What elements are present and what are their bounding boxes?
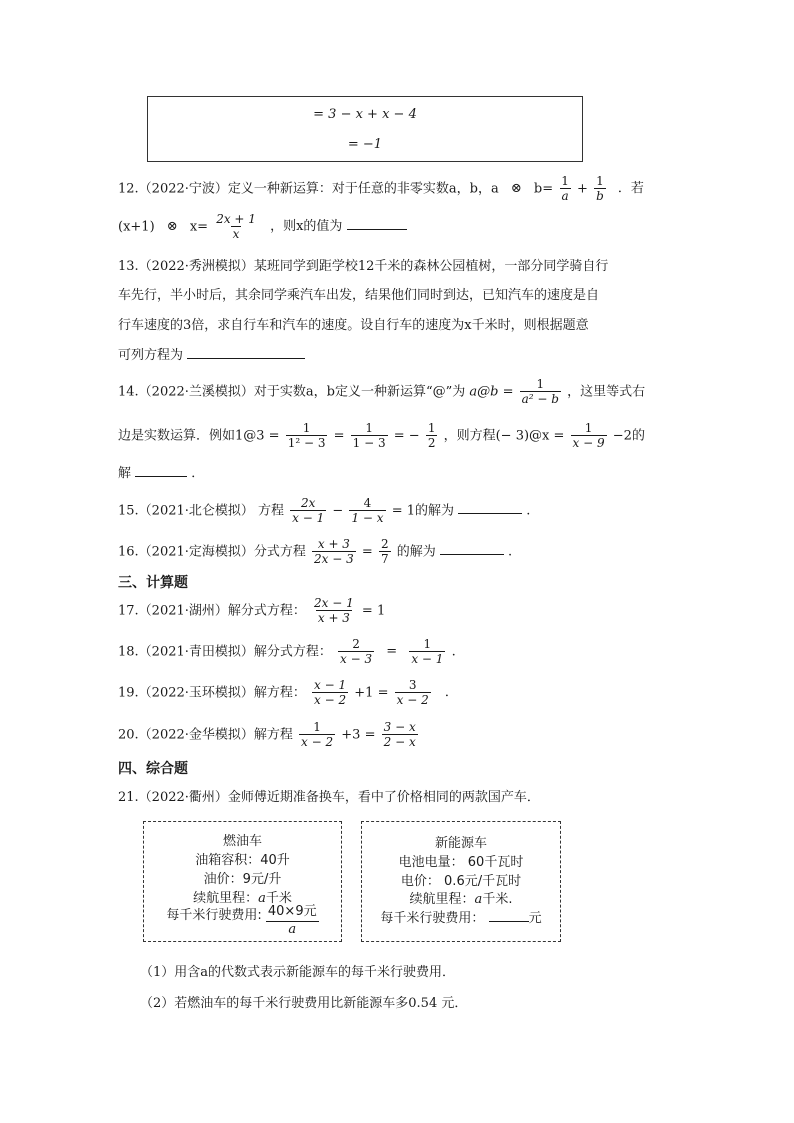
- q12-l2-a: (x+1): [118, 219, 155, 235]
- ev-car-cost: [362, 907, 560, 926]
- q14-l1b: a@b =: [469, 384, 514, 400]
- answer-line-1: = 3 − x + x − 4: [313, 107, 417, 122]
- q18-b-den: x − 1: [411, 652, 444, 667]
- ev-car-title: 新能源车: [434, 836, 487, 851]
- ev-car-range-var: a: [474, 892, 483, 907]
- q15-a-den: x − 1: [292, 511, 325, 526]
- q15-post: = 1的解为: [391, 503, 454, 519]
- section-4-heading: 四、综合题: [118, 761, 188, 777]
- q17-a-den: x + 3: [317, 611, 350, 626]
- q12-answer-blank[interactable]: [347, 229, 407, 230]
- q16-answer-blank[interactable]: [440, 554, 504, 555]
- question-13-line-1: 13.（2022·秀洲模拟）某班同学到距学校12千米的森林公园植树，一部分同学骑自行: [118, 259, 609, 274]
- question-21-part-2: （2）若燃油车的每千米行驶费用比新能源车多0.54 元．: [140, 996, 468, 1011]
- q14-e2-num: 1: [365, 421, 373, 435]
- q18-a-den: x − 3: [340, 652, 373, 667]
- fuel-car-tank: 油箱容积：40升: [195, 853, 290, 868]
- q13-l4: 可列方程为: [118, 348, 184, 363]
- q15-b-den: 1 − x: [351, 511, 384, 526]
- ev-car-cost-unit: 元: [528, 911, 542, 926]
- q18-end: .: [451, 644, 456, 660]
- q16-a-num: x + 3: [317, 537, 350, 551]
- fuel-car-cost: [144, 904, 341, 939]
- question-12-line-2: [118, 212, 407, 242]
- q13-answer-blank[interactable]: [187, 358, 305, 359]
- q14-l2a: 边是实数运算．例如1@3 =: [118, 428, 280, 444]
- q16-a-den: 2x − 3: [314, 552, 354, 567]
- q12-tail: ．若: [617, 181, 644, 197]
- q12-mid: b=: [533, 181, 554, 197]
- q18-a-num: 2: [352, 637, 360, 651]
- q14-l2c: −2的: [612, 428, 645, 444]
- q19-a-den: x − 2: [314, 693, 347, 708]
- q14-e3-num: 1: [427, 421, 436, 435]
- q19-pre: 19.（2022·玉环模拟）解方程：: [118, 685, 306, 701]
- fuel-car-range-label: 续航里程：: [193, 891, 259, 906]
- section-3-heading: 三、计算题: [118, 575, 188, 591]
- question-18: [118, 637, 456, 667]
- ev-car-battery: 电池电量： 60千瓦时: [398, 855, 524, 870]
- q12-f3-num: 2x + 1: [216, 212, 256, 226]
- q19-mid: +1 =: [354, 685, 389, 701]
- question-12-line-1: [118, 174, 644, 204]
- q16-end: .: [508, 544, 513, 560]
- question-13-line-2: 车先行，半小时后，其余同学乘汽车出发，结果他们同时到达，已知汽车的速度是自: [118, 288, 600, 303]
- q14-f-num: 1: [536, 377, 545, 391]
- q12-prefix: 12.（2022·宁波）定义一种新运算：对于任意的非零实数a，b，a: [118, 181, 499, 197]
- q14-f-den: a² − b: [521, 392, 559, 407]
- q16-post: 的解为: [396, 544, 436, 560]
- question-21-part-1: （1）用含a的代数式表示新能源车的每千米行驶费用．: [140, 965, 456, 980]
- q15-minus: −: [332, 503, 344, 519]
- q16-eq: =: [361, 544, 373, 560]
- fuel-car-range-var: a: [258, 891, 266, 906]
- question-13-line-4: [118, 344, 305, 363]
- q18-eq: =: [386, 644, 398, 660]
- q12-op-2: ⊗: [166, 219, 178, 235]
- q18-pre: 18.（2021·青田模拟）解分式方程：: [118, 644, 332, 660]
- question-14-line-2: [118, 421, 645, 451]
- question-19: [118, 678, 458, 708]
- fuel-car-price: 油价：9元/升: [203, 872, 282, 887]
- q20-b-num: 3 − x: [383, 720, 416, 734]
- q19-a-num: x − 1: [314, 678, 347, 692]
- q14-l3b: ．: [191, 466, 205, 481]
- q14-l3a: 解: [118, 466, 132, 481]
- fuel-car-cost-label: 每千米行驶费用:: [166, 908, 262, 923]
- q14-l2b: ，则方程(− 3)@x =: [443, 428, 565, 444]
- q14-e1-num: 1: [302, 421, 311, 435]
- q14-answer-blank[interactable]: [135, 476, 187, 477]
- q12-plus: +: [577, 181, 588, 197]
- q17-pre: 17.（2021·湖州）解分式方程：: [118, 603, 306, 619]
- q19-end: ．: [444, 685, 458, 701]
- q15-a-num: 2x: [301, 496, 316, 510]
- q17-a-num: 2x − 1: [314, 596, 354, 610]
- question-17: [118, 596, 385, 626]
- q14-l1c: ，这里等式右: [567, 384, 646, 400]
- q12-f1-den: a: [561, 189, 569, 204]
- q18-b-num: 1: [423, 637, 432, 651]
- q20-b-den: 2 − x: [383, 735, 416, 750]
- ev-car-range: [362, 888, 560, 907]
- ev-car-price: 电价： 0.6元/千瓦时: [400, 874, 522, 889]
- fuel-car-cost-unit: 元: [303, 904, 317, 919]
- ev-car-cost-blank[interactable]: [489, 921, 529, 922]
- q14-e4-den: x − 9: [572, 436, 605, 451]
- q12-op: ⊗: [510, 181, 522, 197]
- q14-e2-den: 1 − 3: [352, 436, 386, 451]
- q12-l2-c: ，则x的值为: [270, 219, 343, 235]
- fuel-car-cost-den: a: [266, 921, 319, 939]
- question-13-line-3: 行车速度的3倍，求自行车和汽车的速度。设自行车的速度为x千米时，则根据题意: [118, 318, 589, 333]
- q14-eq: =: [333, 428, 345, 444]
- fuel-car-range-unit: 千米: [265, 891, 292, 906]
- q15-answer-blank[interactable]: [458, 513, 522, 514]
- q15-pre: 15.（2021·北仑模拟） 方程: [118, 503, 285, 519]
- q12-f3-den: x: [232, 227, 240, 242]
- q20-a-num: 1: [313, 720, 321, 734]
- q12-f2-num: 1: [596, 174, 604, 188]
- q12-l2-b: x=: [189, 219, 209, 235]
- q14-l1a: 14.（2022·兰溪模拟）对于实数a，b定义一种新运算“@”为: [118, 384, 466, 400]
- q14-e1-den: 1² − 3: [287, 436, 326, 451]
- q19-b-den: x − 2: [396, 693, 429, 708]
- fuel-car-title: 燃油车: [222, 834, 262, 849]
- q14-e3-pre: = −: [393, 428, 420, 444]
- ev-car-cost-label: 每千米行驶费用：: [380, 911, 485, 926]
- fuel-car-cost-num: 40×9: [267, 904, 304, 919]
- question-14-line-3: [118, 462, 204, 481]
- q20-a-den: x − 2: [301, 735, 334, 750]
- q19-b-num: 3: [408, 678, 417, 692]
- ev-car-range-unit: 千米.: [482, 892, 513, 907]
- q17-post: = 1: [361, 603, 386, 619]
- q16-b-den: 7: [380, 552, 389, 567]
- question-15: [118, 496, 530, 526]
- question-16: [118, 537, 512, 567]
- question-21-intro: 21.（2022·衢州）金师傅近期准备换车，看中了价格相同的两款国产车．: [118, 790, 540, 805]
- answer-line-2: = −1: [347, 137, 383, 152]
- q16-pre: 16.（2021·定海模拟）分式方程: [118, 544, 306, 560]
- q12-f1-num: 1: [561, 174, 569, 188]
- ev-car-box: [361, 821, 561, 942]
- q15-b-num: 4: [363, 496, 372, 510]
- fuel-car-box: [143, 821, 342, 942]
- question-20: [118, 720, 420, 750]
- q20-pre: 20.（2022·金华模拟）解方程: [118, 727, 293, 743]
- q20-mid: +3 =: [341, 727, 376, 743]
- q15-end: .: [526, 503, 531, 519]
- answer-box: [147, 96, 583, 162]
- ev-car-range-label: 续航里程：: [409, 892, 475, 907]
- q12-f2-den: b: [596, 189, 604, 204]
- q14-e4-num: 1: [584, 421, 593, 435]
- q14-e3-den: 2: [427, 436, 436, 451]
- q16-b-num: 2: [380, 537, 389, 551]
- question-14-line-1: [118, 377, 645, 407]
